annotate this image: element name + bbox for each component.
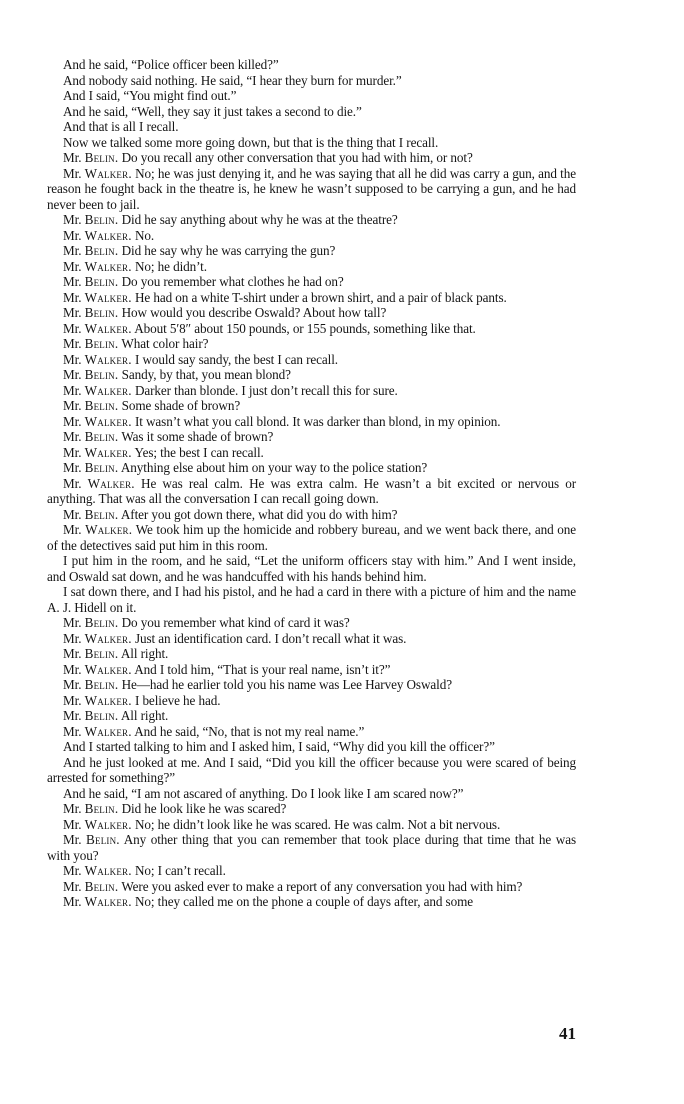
line-text: All right. — [120, 708, 169, 723]
speaker-name: Belin. — [84, 274, 119, 289]
speaker-name: Belin. — [86, 832, 120, 847]
narrative-line — [47, 104, 576, 120]
speaker-prefix: Mr. — [63, 522, 82, 537]
line-text: And that is all I recall. — [63, 119, 179, 134]
speaker-name: Belin. — [84, 367, 119, 382]
line-text: Darker than blonde. I just don’t recall this for sure. — [134, 382, 398, 398]
speaker-name: Walker. — [84, 444, 132, 460]
speaker-name: Walker. — [84, 692, 132, 708]
line-text: Sandy, by that, you mean blond? — [121, 367, 291, 382]
speaker-prefix: Mr. — [63, 863, 82, 878]
speaker-prefix: Mr. — [63, 150, 82, 165]
speaker-name: Belin. — [84, 212, 119, 227]
testimony-line — [47, 290, 576, 306]
speaker-prefix: Mr. — [63, 677, 82, 692]
speaker-prefix: Mr. — [63, 367, 82, 382]
speaker-name: Walker. — [84, 258, 132, 274]
speaker-name: Walker. — [84, 816, 132, 832]
line-text: After you got down there, what did you do with him? — [120, 506, 398, 522]
speaker-prefix: Mr. — [63, 894, 82, 909]
speaker-name: Belin. — [84, 615, 119, 630]
testimony-line — [47, 150, 576, 166]
speaker-name: Belin. — [84, 646, 119, 661]
line-text: I put him in the room, and he said, “Let the uniform officers stay with him.” And I went inside, and Oswald sat down, and he was handcuffed with his hands behind him. — [47, 553, 576, 584]
line-text: And he said, “I am not ascared of anything. Do I look like I am scared now?” — [63, 785, 464, 801]
line-text: And he said, “Police officer been killed?” — [63, 57, 279, 72]
testimony-line — [47, 801, 576, 817]
speaker-prefix: Mr. — [63, 212, 82, 227]
speaker-prefix: Mr. — [63, 615, 82, 630]
speaker-prefix: Mr. — [63, 506, 82, 522]
line-text: All right. — [120, 646, 169, 661]
speaker-prefix: Mr. — [63, 398, 82, 413]
speaker-prefix: Mr. — [63, 336, 82, 351]
speaker-name: Belin. — [84, 243, 119, 258]
speaker-name: Walker. — [84, 723, 132, 739]
speaker-name: Belin. — [84, 677, 119, 692]
line-text: About 5′8″ about 150 pounds, or 155 pounds, something like that. — [134, 320, 476, 336]
speaker-prefix: Mr. — [63, 816, 82, 832]
speaker-name: Belin. — [84, 305, 119, 320]
line-text: And he said, “Well, they say it just takes a second to die.” — [63, 103, 362, 119]
line-text: Yes; the best I can recall. — [134, 444, 264, 460]
line-text: No; he was just denying it, and he was saying that all he did was carry a gun, and the reason he fought back in the theatre is, he knew he wasn’t supposed to be carrying a gun, and he had never been to jail. — [47, 165, 576, 212]
speaker-prefix: Mr. — [63, 475, 82, 491]
narrative-line — [47, 755, 576, 786]
line-text: And he just looked at me. And I said, “Did you kill the officer because you were scared of being arrested for something?” — [47, 754, 576, 785]
line-text: What color hair? — [121, 336, 209, 351]
line-text: And I said, “You might find out.” — [63, 88, 237, 103]
line-text: Just an identification card. I don’t recall what it was. — [134, 630, 407, 646]
line-text: He had on a white T-shirt under a brown shirt, and a pair of black pants. — [134, 289, 507, 305]
line-text: Now we talked some more going down, but that is the thing that I recall. — [63, 134, 439, 150]
line-text: Do you recall any other conversation that you had with him, or not? — [121, 150, 473, 165]
line-text: We took him up the homicide and robbery bureau, and we went back there, and one of the detectives said put him in this room. — [47, 522, 576, 553]
speaker-prefix: Mr. — [63, 832, 82, 847]
testimony-line — [47, 832, 576, 863]
line-text: And nobody said nothing. He said, “I hear they burn for murder.” — [63, 72, 402, 88]
narrative-line — [47, 119, 576, 135]
line-text: No; they called me on the phone a couple of days after, and some — [134, 894, 473, 909]
testimony-line — [47, 383, 576, 399]
testimony-line — [47, 367, 576, 383]
speaker-name: Walker. — [87, 475, 135, 491]
testimony-line — [47, 615, 576, 631]
testimony-line — [47, 212, 576, 228]
narrative-line — [47, 739, 576, 755]
testimony-line — [47, 662, 576, 678]
line-text: He was real calm. He was extra calm. He wasn’t a bit excited or nervous or anything. That was all the conversation I can recall going down. — [47, 475, 577, 506]
speaker-prefix: Mr. — [63, 351, 82, 367]
narrative-line — [47, 73, 576, 89]
line-text: He—had he earlier told you his name was Lee Harvey Oswald? — [121, 677, 452, 692]
speaker-name: Walker. — [85, 522, 133, 537]
speaker-name: Belin. — [84, 398, 119, 413]
speaker-prefix: Mr. — [63, 801, 82, 816]
line-text: And he said, “No, that is not my real name.” — [134, 723, 365, 739]
testimony-line — [47, 352, 576, 368]
speaker-name: Walker. — [84, 351, 132, 367]
speaker-name: Walker. — [84, 413, 132, 429]
line-text: I sat down there, and I had his pistol, and he had a card in there with a picture of him and the name A. J. Hidell on it. — [47, 584, 576, 615]
speaker-name: Belin. — [84, 460, 119, 475]
testimony-line — [47, 228, 576, 244]
testimony-line — [47, 507, 576, 523]
line-text: Anything else about him on your way to the police station? — [120, 460, 428, 475]
testimony-line — [47, 243, 576, 259]
speaker-prefix: Mr. — [63, 646, 82, 661]
line-text: Did he say anything about why he was at the theatre? — [121, 212, 398, 227]
testimony-line — [47, 166, 576, 213]
speaker-prefix: Mr. — [63, 630, 82, 646]
speaker-name: Walker. — [84, 863, 132, 878]
transcript-page — [47, 57, 576, 910]
testimony-line — [47, 646, 576, 662]
testimony-line — [47, 414, 576, 430]
speaker-prefix: Mr. — [63, 382, 82, 398]
speaker-prefix: Mr. — [63, 243, 82, 258]
speaker-name: Walker. — [84, 227, 132, 243]
speaker-prefix: Mr. — [63, 723, 82, 739]
testimony-line — [47, 398, 576, 414]
speaker-prefix: Mr. — [63, 320, 82, 336]
line-text: No. — [134, 227, 155, 243]
speaker-prefix: Mr. — [63, 708, 82, 723]
speaker-prefix: Mr. — [63, 878, 82, 894]
narrative-line — [47, 786, 576, 802]
speaker-prefix: Mr. — [63, 429, 82, 444]
speaker-name: Belin. — [84, 506, 119, 522]
line-text: Some shade of brown? — [121, 398, 241, 413]
speaker-name: Walker. — [84, 630, 132, 646]
speaker-name: Belin. — [84, 336, 119, 351]
testimony-line — [47, 724, 576, 740]
line-text: And I started talking to him and I asked him, I said, “Why did you kill the officer?” — [63, 739, 495, 754]
testimony-line — [47, 321, 576, 337]
speaker-prefix: Mr. — [63, 692, 82, 708]
speaker-prefix: Mr. — [63, 661, 82, 677]
narrative-line — [47, 57, 576, 73]
line-text: No; I can’t recall. — [134, 863, 226, 878]
line-text: Any other thing that you can remember that took place during that time that he was with you? — [47, 832, 577, 863]
testimony-line — [47, 305, 576, 321]
testimony-line — [47, 259, 576, 275]
speaker-name: Walker. — [84, 320, 132, 336]
testimony-line — [47, 460, 576, 476]
speaker-prefix: Mr. — [63, 289, 82, 305]
line-text: How would you describe Oswald? About how tall? — [121, 305, 387, 320]
line-text: It wasn’t what you call blond. It was darker than blond, in my opinion. — [134, 413, 501, 429]
line-text: Was it some shade of brown? — [121, 429, 274, 444]
narrative-line — [47, 553, 576, 584]
speaker-prefix: Mr. — [63, 444, 82, 460]
testimony-line — [47, 708, 576, 724]
speaker-prefix: Mr. — [63, 460, 82, 475]
line-text: No; he didn’t. — [134, 258, 207, 274]
testimony-line — [47, 879, 576, 895]
line-text: Do you remember what kind of card it was? — [121, 615, 350, 630]
testimony-line — [47, 274, 576, 290]
line-text: And I told him, “That is your real name, isn’t it?” — [134, 661, 391, 677]
page-number: 41 — [559, 1024, 576, 1043]
speaker-name: Walker. — [84, 382, 132, 398]
testimony-line — [47, 429, 576, 445]
testimony-line — [47, 894, 576, 910]
line-text: No; he didn’t look like he was scared. He was calm. Not a bit nervous. — [134, 816, 501, 832]
speaker-name: Belin. — [84, 150, 119, 165]
speaker-prefix: Mr. — [63, 305, 82, 320]
narrative-line — [47, 135, 576, 151]
speaker-name: Belin. — [84, 708, 119, 723]
speaker-name: Walker. — [84, 165, 132, 181]
narrative-line — [47, 584, 576, 615]
testimony-line — [47, 476, 576, 507]
speaker-prefix: Mr. — [63, 274, 82, 289]
speaker-prefix: Mr. — [63, 413, 82, 429]
line-text: Did he say why he was carrying the gun? — [121, 243, 336, 258]
speaker-prefix: Mr. — [63, 258, 82, 274]
narrative-line — [47, 88, 576, 104]
testimony-line — [47, 631, 576, 647]
line-text: I would say sandy, the best I can recall. — [134, 351, 338, 367]
line-text: Did he look like he was scared? — [121, 801, 287, 816]
line-text: Do you remember what clothes he had on? — [121, 274, 344, 289]
line-text: Were you asked ever to make a report of any conversation you had with him? — [121, 878, 523, 894]
speaker-name: Walker. — [84, 894, 132, 909]
speaker-prefix: Mr. — [63, 165, 82, 181]
testimony-line — [47, 677, 576, 693]
speaker-name: Walker. — [84, 661, 132, 677]
testimony-line — [47, 863, 576, 879]
testimony-line — [47, 445, 576, 461]
speaker-name: Belin. — [84, 801, 119, 816]
speaker-name: Walker. — [84, 289, 132, 305]
testimony-line — [47, 522, 576, 553]
testimony-line — [47, 336, 576, 352]
speaker-prefix: Mr. — [63, 227, 82, 243]
speaker-name: Belin. — [84, 429, 119, 444]
speaker-name: Belin. — [84, 878, 119, 894]
testimony-line — [47, 817, 576, 833]
testimony-line — [47, 693, 576, 709]
line-text: I believe he had. — [134, 692, 221, 708]
